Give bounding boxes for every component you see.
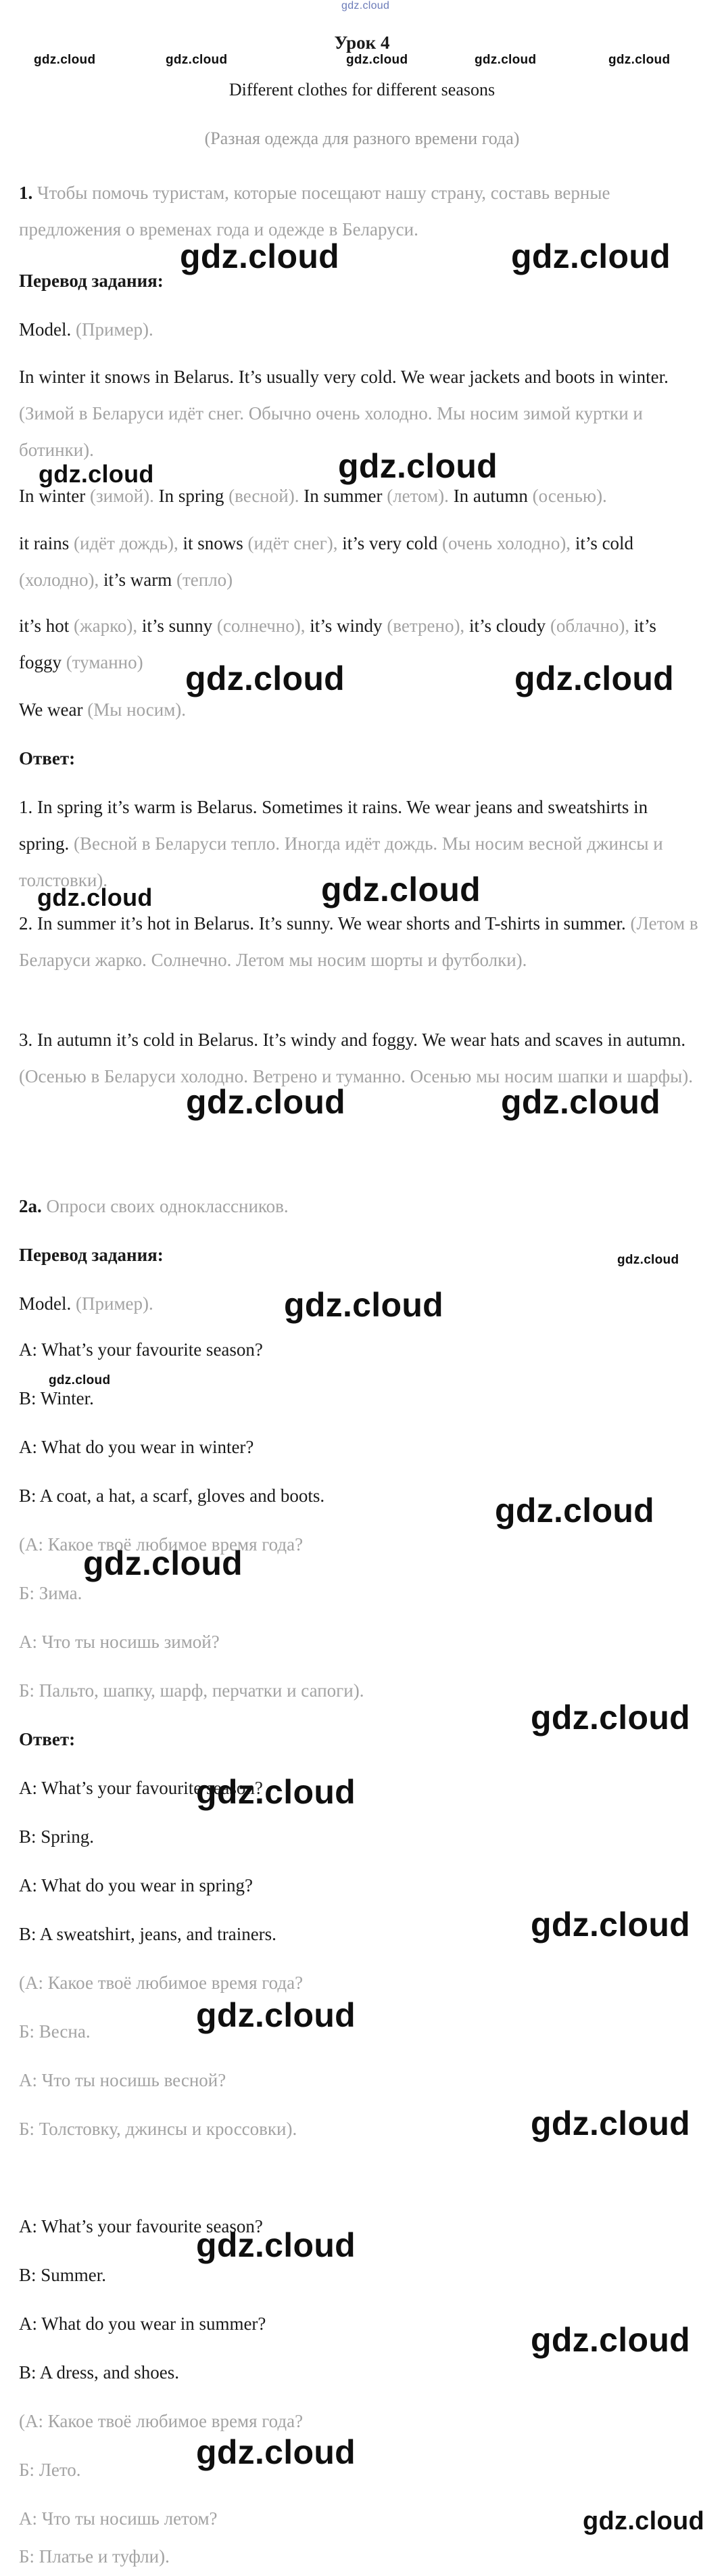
watermark: gdz.cloud <box>617 1253 679 1267</box>
ex2-model-line-1: A: What’s your favourite season? <box>19 1339 263 1360</box>
ex2-model-line-4: B: A coat, a hat, a scarf, gloves and boots. <box>19 1486 325 1506</box>
ex2-answer-label: Ответ: <box>19 1729 76 1749</box>
ex2-model-ru-2: Б: Зима. <box>19 1583 82 1603</box>
watermark: gdz.cloud <box>196 2226 356 2264</box>
model-label-ru: (Пример). <box>76 319 153 340</box>
watermark: gdz.cloud <box>531 2104 691 2142</box>
watermark: gdz.cloud <box>83 1544 243 1582</box>
watermark: gdz.cloud <box>531 2321 691 2359</box>
ex1-answer-label: Ответ: <box>19 748 76 768</box>
watermark: gdz.cloud <box>531 1906 691 1944</box>
ex1-seasons: In winter (зимой). In spring (весной). In summer (летом). In autumn (осенью). <box>19 486 607 506</box>
dialog-1-line-3: A: What do you wear in spring? <box>19 1875 253 1895</box>
ex1-translation-label: Перевод задания: <box>19 271 164 291</box>
watermark: gdz.cloud <box>475 53 537 67</box>
watermark: gdz.cloud <box>180 237 340 275</box>
watermark: gdz.cloud <box>34 53 96 67</box>
ex2-task: 2a. Опроси своих одноклассников. <box>19 1196 289 1216</box>
dialog-1-ru-2: Б: Весна. <box>19 2021 91 2042</box>
ex2-model-line-3: A: What do you wear in winter? <box>19 1437 254 1457</box>
watermark: gdz.cloud <box>608 53 671 67</box>
dialog-2-ru-1: (А: Какое твоё любимое время года? <box>19 2411 304 2431</box>
dialog-1-ru-4: Б: Толстовку, джинсы и кроссовки). <box>19 2119 297 2139</box>
lesson-title: Урок 4 <box>334 32 390 53</box>
dialog-2-ru-2: Б: Лето. <box>19 2460 81 2480</box>
watermark: gdz.cloud <box>321 871 481 908</box>
ex2-model-ru-1: (А: Какое твоё любимое время года? <box>19 1534 304 1555</box>
watermark: gdz.cloud <box>583 2507 705 2535</box>
watermark-top: gdz.cloud <box>341 0 390 12</box>
dialog-2-line-1: A: What’s your favourite season? <box>19 2216 263 2236</box>
ex1-number: 1. <box>19 183 33 203</box>
model-label: Model. <box>19 319 72 340</box>
ex1-answer-2: 2. In summer it’s hot in Belarus. It’s sunny. We wear shorts and T-shirts in summer. (Летом в Беларуси жарко. Солнечно. Летом мы носим шорты и футболки). <box>19 913 698 970</box>
watermark: gdz.cloud <box>166 53 228 67</box>
dialog-2-ru-4: Б: Платье и туфли). <box>19 2546 170 2567</box>
watermark: gdz.cloud <box>495 1492 655 1530</box>
watermark: gdz.cloud <box>514 660 675 697</box>
watermark: gdz.cloud <box>338 447 498 485</box>
model-ru: (Зимой в Беларуси идёт снег. Обычно очень холодно. Мы носим зимой куртки и ботинки). <box>19 403 643 460</box>
ex1-weather-1: it rains (идёт дождь), it snows (идёт снег), it’s very cold (очень холодно), it’s cold (холодно), it’s warm (тепло) <box>19 533 634 590</box>
watermark: gdz.cloud <box>185 660 345 697</box>
ex2-model-ru-4: Б: Пальто, шапку, шарф, перчатки и сапоги). <box>19 1680 364 1701</box>
watermark: gdz.cloud <box>501 1083 661 1121</box>
watermark: gdz.cloud <box>531 1699 691 1736</box>
dialog-2-ru-3: А: Что ты носишь летом? <box>19 2508 218 2529</box>
ex1-task-text: Чтобы помочь туристам, которые посещают нашу страну, составь верные предложения о временах года и одежде в Беларуси. <box>19 183 610 239</box>
ex1-model <box>19 311 702 348</box>
watermark: gdz.cloud <box>346 53 408 67</box>
ex1-we-wear: We wear (Мы носим). <box>19 699 187 720</box>
dialog-1-ru-3: А: Что ты носишь весной? <box>19 2070 226 2090</box>
ex2-translation-label: Перевод задания: <box>19 1245 164 1265</box>
watermark: gdz.cloud <box>196 2433 356 2471</box>
watermark: gdz.cloud <box>49 1373 111 1387</box>
ex1-weather-2: it’s hot (жарко), it’s sunny (солнечно), it’s windy (ветрено), it’s cloudy (облачно), it’s foggy (туманно) <box>19 616 656 672</box>
lesson-subtitle-ru: (Разная одежда для разного времени года) <box>204 129 520 148</box>
watermark: gdz.cloud <box>39 460 154 488</box>
ex1-answer-1: 1. In spring it’s warm is Belarus. Sometimes it rains. We wear jeans and sweatshirts in spring. (Весной в Беларуси тепло. Иногда идёт дождь. Мы носим весной джинсы и толстовки). <box>19 797 663 890</box>
dialog-1-line-1: A: What’s your favourite season? <box>19 1778 263 1798</box>
lesson-subtitle: Different clothes for different seasons <box>228 80 496 99</box>
ex2-model-ru-3: А: Что ты носишь зимой? <box>19 1632 220 1652</box>
ex2-model-line-2: B: Winter. <box>19 1388 94 1408</box>
watermark: gdz.cloud <box>37 883 153 911</box>
dialog-2-line-2: B: Summer. <box>19 2265 107 2285</box>
dialog-1-line-4: B: A sweatshirt, jeans, and trainers. <box>19 1924 276 1944</box>
ex2-model: Model. (Пример). <box>19 1293 153 1314</box>
model-en: In winter it snows in Belarus. It’s usually very cold. We wear jackets and boots in winter. <box>19 367 669 387</box>
watermark: gdz.cloud <box>196 1773 356 1811</box>
dialog-2-line-4: B: A dress, and shoes. <box>19 2362 180 2383</box>
dialog-1-ru-1: (А: Какое твоё любимое время года? <box>19 1973 304 1993</box>
watermark: gdz.cloud <box>284 1286 444 1324</box>
watermark: gdz.cloud <box>196 1996 356 2034</box>
dialog-2-line-3: A: What do you wear in summer? <box>19 2314 266 2334</box>
watermark: gdz.cloud <box>186 1083 346 1121</box>
watermark: gdz.cloud <box>511 237 671 275</box>
dialog-1-line-2: B: Spring. <box>19 1826 95 1847</box>
ex1-answer-3: 3. In autumn it’s cold in Belarus. It’s windy and foggy. We wear hats and scaves in autumn. (Осенью в Беларуси холодно. Ветрено и туманно. Осенью мы носим шапки и шарфы). <box>19 1030 693 1086</box>
